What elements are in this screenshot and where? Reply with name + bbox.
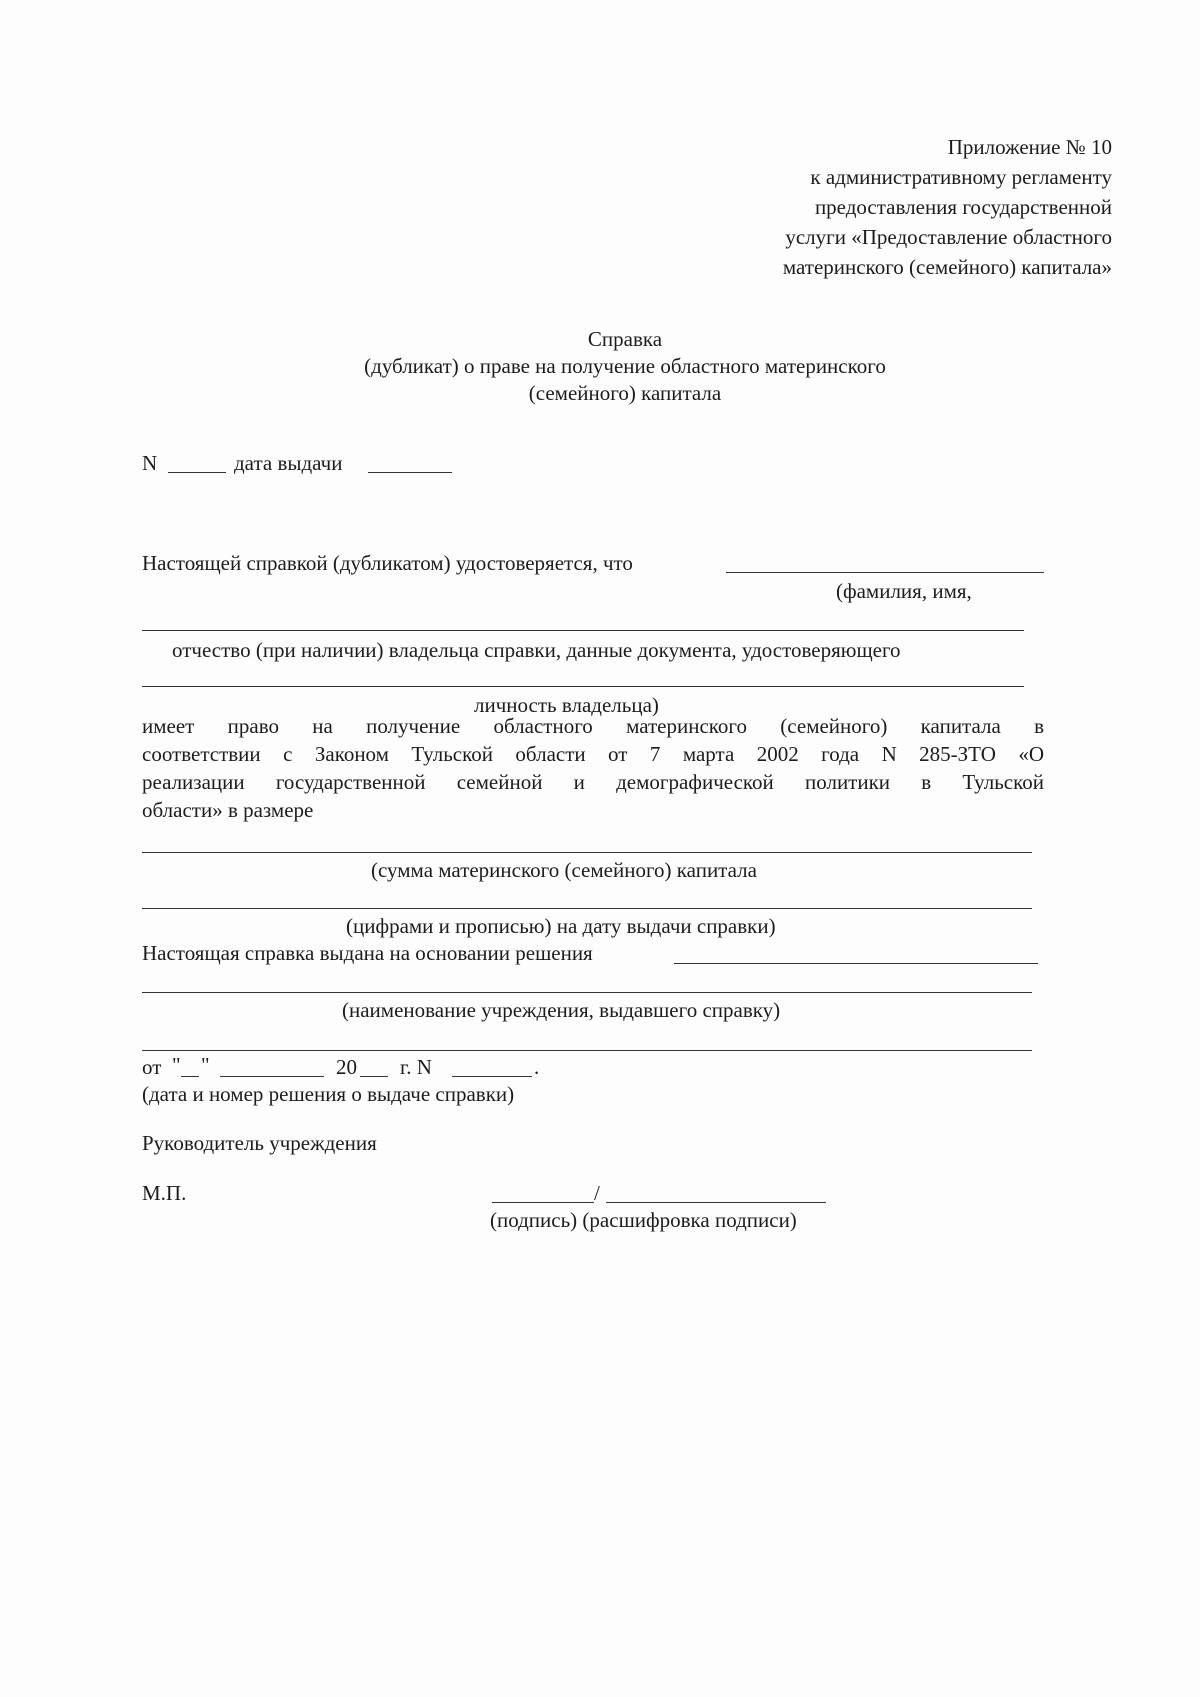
title-line: (дубликат) о праве на получение областного материнского: [364, 354, 886, 378]
paragraph-line: имеет право на получение областного материнского (семейного) капитала в: [142, 714, 1044, 738]
title-line: (семейного) капитала: [528, 381, 722, 405]
signature-hint: (подпись) (расшифровка подписи): [490, 1208, 797, 1232]
decision-hint: (дата и номер решения о выдаче справки): [142, 1082, 515, 1106]
amount-words-hint: (цифрами и прописью) на дату выдачи справки): [346, 914, 776, 938]
name-hint: (фамилия, имя,: [836, 579, 972, 603]
appendix-line: Приложение № 10: [947, 135, 1112, 159]
signature-blank: [492, 1202, 594, 1203]
issue-date-blank: [368, 472, 452, 473]
number-blank: [168, 472, 226, 473]
day-blank: [181, 1076, 199, 1077]
owner-blank-1: [142, 630, 1024, 631]
basis-blank: [674, 963, 1038, 964]
amount-blank-1: [142, 852, 1032, 853]
basis-text: Настоящая справка выдана на основании решения: [142, 941, 593, 965]
document-title: [0, 326, 1200, 407]
quote-close: ": [201, 1053, 210, 1077]
appendix-line: услуги «Предоставление областного: [785, 225, 1112, 249]
appendix-line: предоставления государственной: [814, 195, 1112, 219]
amount-blank-2: [142, 908, 1032, 909]
decision-from-label: от: [142, 1055, 162, 1079]
appendix-line: к административному регламенту: [810, 165, 1112, 189]
owner-hint: отчество (при наличии) владельца справки, данные документа, удостоверяющего: [172, 638, 901, 662]
paragraph-line: соответствии с Законом Тульской области от 7 марта 2002 года N 285-ЗТО «О: [142, 742, 1044, 766]
name-blank: [726, 572, 1044, 573]
year-prefix: 20: [336, 1055, 357, 1079]
issue-date-label: дата выдачи: [234, 451, 343, 475]
certify-text: Настоящей справкой (дубликатом) удостоверяется, что: [142, 551, 633, 575]
decision-number-blank: [452, 1076, 532, 1077]
amount-hint: (сумма материнского (семейного) капитала: [371, 858, 757, 882]
year-blank: [360, 1076, 388, 1077]
institution-blank-2: [142, 1050, 1032, 1051]
number-label: N: [142, 451, 158, 475]
institution-hint: (наименование учреждения, выдавшего справку): [342, 998, 781, 1022]
quote-open: ": [172, 1053, 181, 1077]
stamp-label: М.П.: [142, 1181, 187, 1205]
appendix-line: материнского (семейного) капитала»: [782, 255, 1112, 279]
identity-hint: личность владельца): [474, 693, 659, 717]
entitlement-paragraph: [142, 712, 1044, 824]
owner-blank-2: [142, 686, 1024, 687]
institution-blank-1: [142, 992, 1032, 993]
title-line: Справка: [587, 327, 663, 351]
signature-slash: /: [594, 1181, 600, 1205]
decision-period: .: [534, 1055, 540, 1079]
signature-decode-blank: [606, 1202, 826, 1203]
month-blank: [220, 1076, 324, 1077]
head-label: Руководитель учреждения: [142, 1131, 377, 1155]
appendix-header: [783, 132, 1112, 282]
paragraph-line: реализации государственной семейной и демографической политики в Тульской: [142, 770, 1044, 794]
paragraph-line: области» в размере: [142, 798, 314, 822]
decision-number-label: г. N: [400, 1055, 432, 1079]
